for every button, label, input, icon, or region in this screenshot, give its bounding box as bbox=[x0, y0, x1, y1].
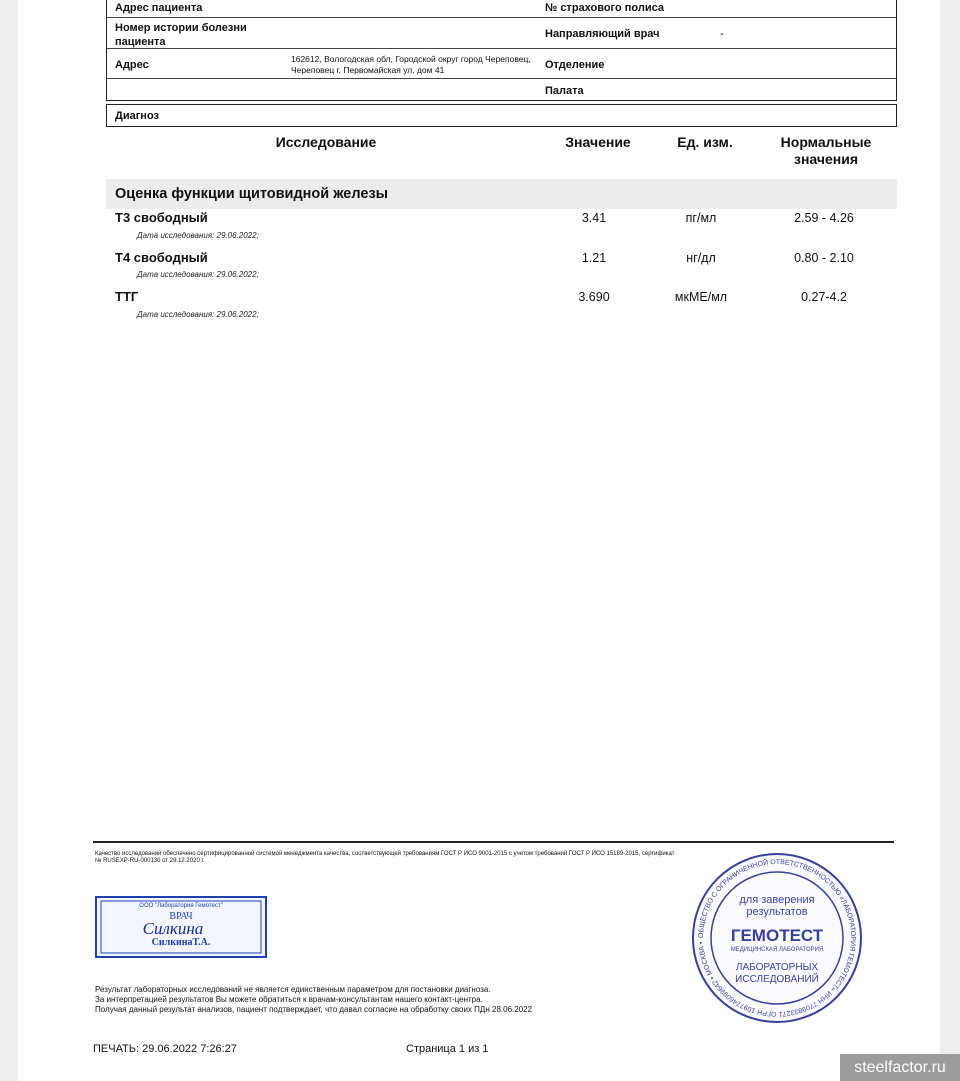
stamp-title: ВРАЧ bbox=[169, 911, 193, 922]
stamp-org: ООО "Лаборатория Гемотест" bbox=[139, 903, 223, 909]
address-value: 162612, Вологодская обл, Городской округ город Череповец, Череповец г, Первомайская ул, дом 41 bbox=[291, 54, 531, 75]
col-value: Значение bbox=[565, 134, 631, 150]
watermark: steelfactor.ru bbox=[840, 1054, 960, 1081]
policy-label: № страхового полиса bbox=[545, 2, 664, 14]
diagnosis-box bbox=[106, 104, 897, 127]
lab-seal bbox=[692, 851, 862, 1025]
test-unit: мкМЕ/мл bbox=[674, 290, 728, 304]
test-date: Дата исследования: 29.06.2022; bbox=[137, 310, 259, 319]
disclaimer-line: За интерпретацией результатов Вы можете обратиться к врачам-консультантам нашего контакт-центра. bbox=[95, 995, 483, 1004]
seal-line3: ЛАБОРАТОРНЫХ bbox=[735, 962, 819, 973]
seal-line2: результатов bbox=[746, 906, 808, 918]
test-unit: нг/дл bbox=[686, 251, 716, 265]
footer-divider bbox=[93, 841, 894, 843]
col-unit: Ед. изм. bbox=[677, 134, 733, 150]
referring-doctor-value: - bbox=[720, 28, 724, 40]
disclaimer bbox=[95, 985, 675, 1015]
test-value: 3.690 bbox=[578, 290, 610, 304]
referring-doctor-label: Направляющий врач bbox=[545, 28, 660, 40]
test-date: Дата исследования: 29.06.2022; bbox=[137, 231, 259, 240]
doctor-signature: Силкина bbox=[142, 919, 204, 938]
seal-line4: ИССЛЕДОВАНИЙ bbox=[735, 974, 819, 985]
address-label: Адрес bbox=[115, 59, 149, 71]
test-value: 1.21 bbox=[581, 251, 607, 265]
quality-note: Качество исследований обеспечено сертифицированной системой менеджмента качества, соответствующей требованиям ГОСТ Р ИСО 9001-2015 с учетом требований ГОСТ Р ИСО 15189-2015, сертификат № RUSEXP-RU-000130 от 29.12.2020 г. bbox=[95, 851, 675, 864]
test-date: Дата исследования: 29.06.2022; bbox=[137, 270, 259, 279]
print-timestamp: ПЕЧАТЬ: 29.06.2022 7:26:27 bbox=[93, 1043, 237, 1055]
seal-brand: ГЕМОТЕСТ bbox=[730, 926, 824, 945]
test-normal: 2.59 - 4.26 bbox=[794, 211, 854, 225]
test-value: 3.41 bbox=[581, 211, 607, 225]
patient-address-label: Адрес пациента bbox=[115, 2, 203, 14]
history-label: Номер истории болезни пациента bbox=[115, 22, 247, 48]
test-unit: пг/мл bbox=[685, 211, 717, 225]
page-number: Страница 1 из 1 bbox=[406, 1043, 489, 1055]
col-study: Исследование bbox=[275, 134, 377, 150]
test-normal: 0.27-4.2 bbox=[801, 290, 847, 304]
col-normal: Нормальные значения bbox=[780, 134, 872, 167]
test-name: Т3 свободный bbox=[115, 210, 208, 225]
test-normal: 0.80 - 2.10 bbox=[794, 251, 854, 265]
disclaimer-line: Получая данный результат анализов, пациент подтверждает, что давал согласие на обработку своих ПДн 28.06.2022 bbox=[95, 1005, 533, 1014]
department-label: Отделение bbox=[545, 59, 605, 71]
ward-label: Палата bbox=[545, 85, 584, 97]
stamp-name: СилкинаТ.А. bbox=[151, 937, 211, 948]
patient-info-table bbox=[106, 0, 897, 101]
seal-line1: для заверения bbox=[739, 894, 815, 906]
diagnosis-label: Диагноз bbox=[115, 110, 159, 122]
test-name: Т4 свободный bbox=[115, 250, 208, 265]
seal-sub: МЕДИЦИНСКАЯ ЛАБОРАТОРИЯ bbox=[730, 947, 824, 953]
disclaimer-line: Результат лабораторных исследований не является единственным параметром для постановки диагноза. bbox=[95, 985, 491, 994]
doctor-stamp bbox=[95, 896, 267, 958]
seal-ring-text: ОБЩЕСТВО С ОГРАНИЧЕННОЙ ОТВЕТСТВЕННОСТЬЮ «ЛАБОРАТОРИЯ ГЕМОТЕСТ» ИНН 7709833271 ОГРН 1097746099642 • МОСКВА • bbox=[697, 858, 857, 1018]
section-title: Оценка функции щитовидной железы bbox=[115, 186, 389, 202]
test-name: ТТГ bbox=[115, 289, 139, 304]
